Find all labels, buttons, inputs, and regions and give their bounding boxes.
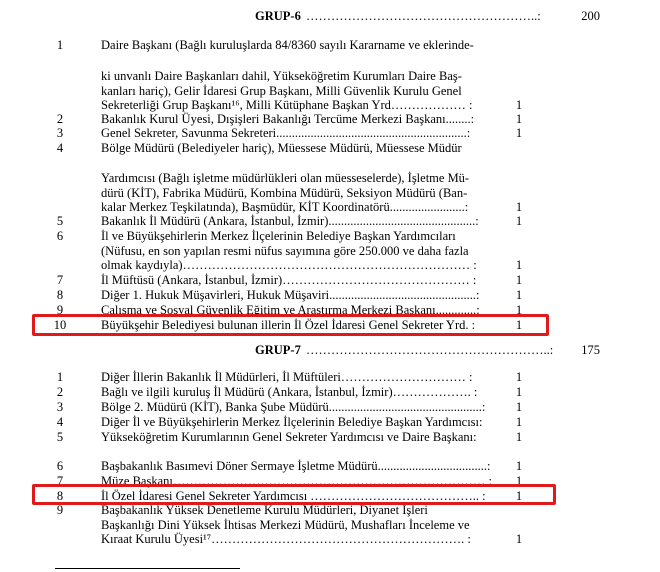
row-points: 1 (515, 370, 523, 384)
row-points: 1 (515, 288, 523, 302)
row-text-line: Daire Başkanı (Bağlı kuruluşlarda 84/8360 sayılı Kararname ve eklerinde- (101, 38, 474, 52)
row-text-line: Genel Sekreter, Savunma Sekreteri.............................................................: (101, 126, 471, 140)
row-points: 1 (515, 459, 523, 473)
highlight-box-grup7-row8 (32, 484, 556, 505)
row-number: 7 (56, 474, 64, 488)
row-number: 6 (56, 459, 64, 473)
row-points: 1 (515, 489, 523, 503)
row-points: 1 (515, 200, 523, 215)
row-text-line: Başbakanlık Yüksek Denetleme Kurulu Müdürleri, Diyanet İşleri (101, 503, 428, 517)
row-points: 1 (515, 415, 523, 429)
row-text-line: Bölge Müdürü (Belediyeler hariç), Müessese Müdürü, Müessese Müdür (101, 141, 462, 155)
row-points: 1 (515, 214, 523, 228)
grup7-dots: …………………………………………………..: (306, 343, 554, 357)
row-number: 2 (56, 385, 64, 399)
row-points: 1 (515, 318, 523, 332)
row-text-line: olmak kaydıyla)…………………………………………………………… : (101, 258, 477, 273)
row-number: 1 (56, 370, 64, 384)
row-text-line: Yardımcısı (Bağlı işletme müdürlükleri olan müesseselerde), İşletme Mü- (101, 171, 470, 185)
row-text-line: Müze Başkanı………………………………………………………………… : (101, 474, 492, 488)
footnote-separator (55, 568, 240, 569)
row-points: 1 (515, 258, 523, 273)
row-points: 1 (515, 400, 523, 414)
row-number: 8 (56, 489, 64, 503)
row-number: 2 (56, 112, 64, 126)
row-points: 1 (515, 303, 523, 317)
row-text-line: Bakanlık İl Müdürü (Ankara, İstanbul, İzmir)...............................................: (101, 214, 479, 228)
row-points: 1 (515, 532, 523, 547)
row-text-line: kalar Merkez Teşkilatında), Başmüdür, KİT Koordinatörü........................: (101, 200, 469, 215)
row-points: 1 (515, 385, 523, 399)
grup6-title: GRUP-6 (255, 9, 301, 23)
row-number: 5 (56, 430, 64, 444)
row-text-line: Diğer İllerin Bakanlık İl Müdürleri, İl Müftüleri………………………… : (101, 370, 473, 384)
row-text-line: İl Müftüsü (Ankara, İstanbul, İzmir)……………………………………… : (101, 273, 477, 287)
row-number: 6 (56, 229, 64, 243)
row-text-line: Çalışma ve Sosyal Güvenlik Eğitim ve Araştırma Merkezi Başkanı.............: (101, 303, 480, 317)
row-number: 4 (56, 141, 64, 155)
row-text-line: Kıraat Kurulu Üyesi¹⁷……………………………………………………. : (101, 532, 471, 547)
row-number: 9 (56, 503, 64, 517)
row-number: 3 (56, 400, 64, 414)
row-points: 1 (515, 112, 523, 126)
row-text-line: dürü (KİT), Fabrika Müdürü, Kombina Müdürü, Seksiyon Müdürü (Ban- (101, 185, 468, 200)
row-text-line: Diğer 1. Hukuk Müşavirleri, Hukuk Müşaviri...............................................: (101, 288, 480, 302)
row-number: 8 (56, 288, 64, 302)
row-text-line: ki unvanlı Daire Başkanları dahil, Yükseköğretim Kurumları Daire Baş- (101, 69, 462, 83)
row-text-line: Başbakanlık Basımevi Döner Sermaye İşletme Müdürü...................................: (101, 459, 491, 473)
grup6-dots: ………………………………………………..: (306, 9, 541, 23)
grup6-points: 200 (581, 9, 600, 23)
row-points: 1 (515, 98, 523, 113)
row-text-line: Bakanlık Kurul Üyesi, Dışişleri Bakanlığı Tercüme Merkezi Başkanı........: (101, 112, 475, 126)
row-text-line: Sekreterliği Grup Başkanı¹⁶, Milli Kütüphane Başkan Yrd……………… : (101, 98, 473, 113)
row-text-line: İl ve Büyükşehirlerin Merkez İlçelerinin Belediye Başkan Yardımcıları (101, 229, 456, 243)
row-number: 1 (56, 38, 64, 52)
row-points: 1 (515, 474, 523, 488)
row-text-line: Bağlı ve ilgili kuruluş İl Müdürü (Ankara, İstanbul, İzmir)………………. : (101, 385, 478, 399)
row-number: 4 (56, 415, 64, 429)
row-number: 10 (53, 318, 67, 332)
row-number: 5 (56, 214, 64, 228)
row-points: 1 (515, 430, 523, 444)
row-text-line: Diğer İl ve Büyükşehirlerin Merkez İlçelerinin Belediye Başkan Yardımcısı: (101, 415, 483, 429)
row-text-line: Yükseköğretim Kurumlarının Genel Sekreter Yardımcısı ve Daire Başkanı: (101, 430, 477, 444)
row-text-line: Bölge 2. Müdürü (KİT), Banka Şube Müdürü.................................................: (101, 400, 486, 414)
row-text-line: kanları hariç), Gelir İdaresi Grup Başkanı, Milli Güvenlik Kurulu Genel (101, 83, 462, 98)
row-number: 9 (56, 303, 64, 317)
grup7-title: GRUP-7 (255, 343, 301, 357)
row-points: 1 (515, 126, 523, 140)
row-text-line: (Nüfusu, en son yapılan resmi nüfus sayımına göre 250.000 ve daha fazla (101, 243, 469, 258)
row-text-line: Başkanlığı Dini Yüksek İhtisas Merkezi Müdürü, Mushafları İnceleme ve (101, 517, 470, 532)
row-number: 3 (56, 126, 64, 140)
row-text-line: Büyükşehir Belediyesi bulunan illerin İl Özel İdaresi Genel Sekreter Yrd. : (101, 318, 476, 332)
row-text-line: İl Özel İdaresi Genel Sekreter Yardımcısı ………………………………….. : (101, 489, 486, 503)
row-number: 7 (56, 273, 64, 287)
grup7-points: 175 (581, 343, 600, 357)
highlight-box-grup6-row10 (32, 314, 549, 336)
row-points: 1 (515, 273, 523, 287)
